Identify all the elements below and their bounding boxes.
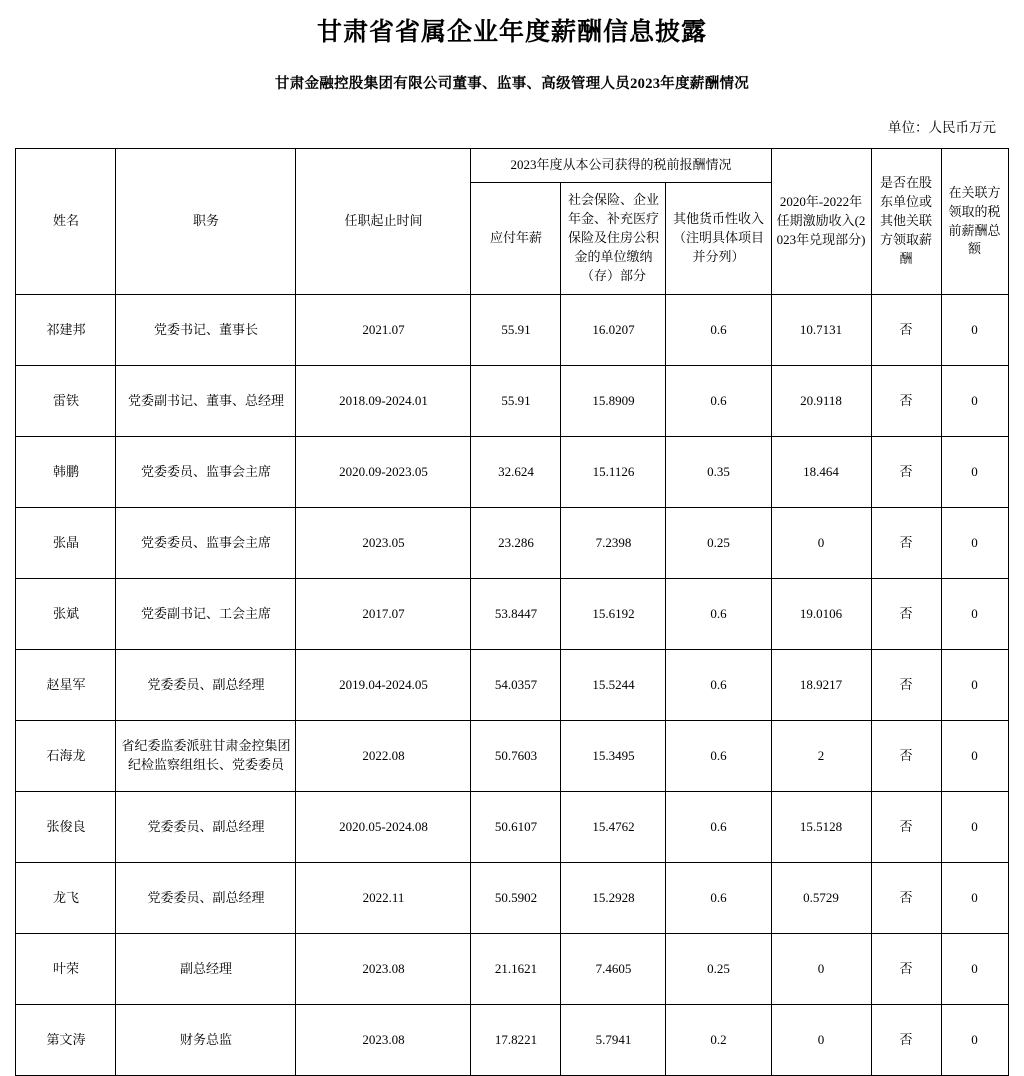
cell-shareholder-pay: 否 (871, 366, 941, 437)
cell-related-total: 0 (941, 934, 1008, 1005)
cell-term: 2020.09-2023.05 (296, 437, 471, 508)
cell-related-total: 0 (941, 1005, 1008, 1076)
table-row (16, 721, 1008, 792)
table-row (16, 863, 1008, 934)
cell-post: 党委委员、副总经理 (116, 863, 296, 934)
cell-term: 2020.05-2024.08 (296, 792, 471, 863)
table-row (16, 792, 1008, 863)
cell-related-total: 0 (941, 650, 1008, 721)
cell-name: 祁建邦 (16, 295, 116, 366)
cell-insurance: 15.5244 (561, 650, 666, 721)
cell-post: 党委委员、监事会主席 (116, 508, 296, 579)
column-header-insurance: 社会保险、企业年金、补充医疗保险及住房公积金的单位缴纳（存）部分 (561, 183, 666, 295)
cell-post: 党委副书记、董事、总经理 (116, 366, 296, 437)
cell-insurance: 7.2398 (561, 508, 666, 579)
cell-post: 副总经理 (116, 934, 296, 1005)
table-row (16, 295, 1008, 366)
cell-other-cash: 0.2 (666, 1005, 771, 1076)
cell-name: 赵星军 (16, 650, 116, 721)
cell-other-cash: 0.6 (666, 863, 771, 934)
column-header-term: 任职起止时间 (296, 149, 471, 295)
column-header-payable: 应付年薪 (471, 183, 561, 295)
document-page (0, 12, 1024, 1047)
cell-shareholder-pay: 否 (871, 650, 941, 721)
cell-post: 党委委员、副总经理 (116, 792, 296, 863)
cell-payable: 32.624 (471, 437, 561, 508)
cell-incentive: 0.5729 (771, 863, 871, 934)
cell-shareholder-pay: 否 (871, 792, 941, 863)
cell-other-cash: 0.6 (666, 366, 771, 437)
cell-related-total: 0 (941, 721, 1008, 792)
cell-post: 财务总监 (116, 1005, 296, 1076)
cell-payable: 50.5902 (471, 863, 561, 934)
cell-post: 党委委员、副总经理 (116, 650, 296, 721)
cell-shareholder-pay: 否 (871, 1005, 941, 1076)
cell-term: 2023.08 (296, 934, 471, 1005)
salary-disclosure-table (15, 148, 1008, 1076)
cell-incentive: 20.9118 (771, 366, 871, 437)
cell-shareholder-pay: 否 (871, 934, 941, 1005)
cell-incentive: 0 (771, 934, 871, 1005)
cell-other-cash: 0.6 (666, 792, 771, 863)
cell-payable: 50.7603 (471, 721, 561, 792)
cell-post: 党委委员、监事会主席 (116, 437, 296, 508)
cell-payable: 53.8447 (471, 579, 561, 650)
cell-shareholder-pay: 否 (871, 721, 941, 792)
cell-insurance: 15.8909 (561, 366, 666, 437)
column-header-incentive: 2020年-2022年任期激励收入(2023年兑现部分) (771, 149, 871, 295)
cell-name: 雷铁 (16, 366, 116, 437)
cell-insurance: 16.0207 (561, 295, 666, 366)
cell-related-total: 0 (941, 863, 1008, 934)
cell-incentive: 2 (771, 721, 871, 792)
table-header (16, 149, 1008, 295)
cell-shareholder-pay: 否 (871, 295, 941, 366)
page-title: 甘肃省省属企业年度薪酬信息披露 (316, 19, 707, 46)
table-row (16, 508, 1008, 579)
cell-other-cash: 0.25 (666, 934, 771, 1005)
page-subtitle: 甘肃金融控股集团有限公司董事、监事、高级管理人员2023年度薪酬情况 (274, 76, 750, 92)
cell-payable: 55.91 (471, 295, 561, 366)
cell-term: 2017.07 (296, 579, 471, 650)
cell-name: 叶荣 (16, 934, 116, 1005)
cell-term: 2022.11 (296, 863, 471, 934)
cell-other-cash: 0.6 (666, 721, 771, 792)
cell-insurance: 5.7941 (561, 1005, 666, 1076)
cell-name: 第文涛 (16, 1005, 116, 1076)
cell-name: 张俊良 (16, 792, 116, 863)
cell-post: 党委副书记、工会主席 (116, 579, 296, 650)
cell-other-cash: 0.6 (666, 295, 771, 366)
column-header-post: 职务 (116, 149, 296, 295)
cell-incentive: 10.7131 (771, 295, 871, 366)
cell-other-cash: 0.6 (666, 650, 771, 721)
cell-payable: 21.1621 (471, 934, 561, 1005)
cell-payable: 23.286 (471, 508, 561, 579)
cell-other-cash: 0.35 (666, 437, 771, 508)
column-header-other-cash: 其他货币性收入 （注明具体项目并分列） (666, 183, 771, 295)
cell-shareholder-pay: 否 (871, 863, 941, 934)
cell-payable: 55.91 (471, 366, 561, 437)
column-header-pretax-group: 2023年度从本公司获得的税前报酬情况 (471, 149, 771, 183)
cell-name: 张斌 (16, 579, 116, 650)
column-header-shareholder-pay: 是否在股东单位或其他关联方领取薪酬 (871, 149, 941, 295)
table-row (16, 934, 1008, 1005)
cell-insurance: 15.1126 (561, 437, 666, 508)
cell-incentive: 19.0106 (771, 579, 871, 650)
cell-payable: 54.0357 (471, 650, 561, 721)
cell-term: 2022.08 (296, 721, 471, 792)
cell-other-cash: 0.6 (666, 579, 771, 650)
cell-name: 石海龙 (16, 721, 116, 792)
cell-insurance: 15.4762 (561, 792, 666, 863)
cell-term: 2019.04-2024.05 (296, 650, 471, 721)
cell-other-cash: 0.25 (666, 508, 771, 579)
cell-payable: 50.6107 (471, 792, 561, 863)
column-header-name: 姓名 (16, 149, 116, 295)
cell-insurance: 15.3495 (561, 721, 666, 792)
cell-shareholder-pay: 否 (871, 579, 941, 650)
cell-incentive: 18.9217 (771, 650, 871, 721)
cell-term: 2023.05 (296, 508, 471, 579)
cell-insurance: 15.2928 (561, 863, 666, 934)
cell-insurance: 15.6192 (561, 579, 666, 650)
cell-name: 张晶 (16, 508, 116, 579)
cell-incentive: 0 (771, 508, 871, 579)
cell-term: 2021.07 (296, 295, 471, 366)
table-row (16, 1005, 1008, 1076)
cell-name: 龙飞 (16, 863, 116, 934)
cell-insurance: 7.4605 (561, 934, 666, 1005)
cell-related-total: 0 (941, 579, 1008, 650)
cell-related-total: 0 (941, 295, 1008, 366)
cell-name: 韩鹏 (16, 437, 116, 508)
table-body (16, 295, 1008, 1076)
table-row (16, 650, 1008, 721)
cell-related-total: 0 (941, 437, 1008, 508)
table-row (16, 579, 1008, 650)
cell-incentive: 18.464 (771, 437, 871, 508)
cell-shareholder-pay: 否 (871, 437, 941, 508)
cell-term: 2023.08 (296, 1005, 471, 1076)
cell-term: 2018.09-2024.01 (296, 366, 471, 437)
cell-related-total: 0 (941, 508, 1008, 579)
table-row (16, 437, 1008, 508)
column-header-related-total: 在关联方领取的税前薪酬总额 (941, 149, 1008, 295)
table-header-group-row (16, 149, 1008, 183)
cell-incentive: 0 (771, 1005, 871, 1076)
cell-post: 省纪委监委派驻甘肃金控集团纪检监察组组长、党委委员 (116, 721, 296, 792)
cell-related-total: 0 (941, 366, 1008, 437)
table-row (16, 366, 1008, 437)
cell-shareholder-pay: 否 (871, 508, 941, 579)
cell-payable: 17.8221 (471, 1005, 561, 1076)
cell-post: 党委书记、董事长 (116, 295, 296, 366)
unit-note: 单位：人民币万元 (888, 120, 996, 135)
cell-related-total: 0 (941, 792, 1008, 863)
cell-incentive: 15.5128 (771, 792, 871, 863)
